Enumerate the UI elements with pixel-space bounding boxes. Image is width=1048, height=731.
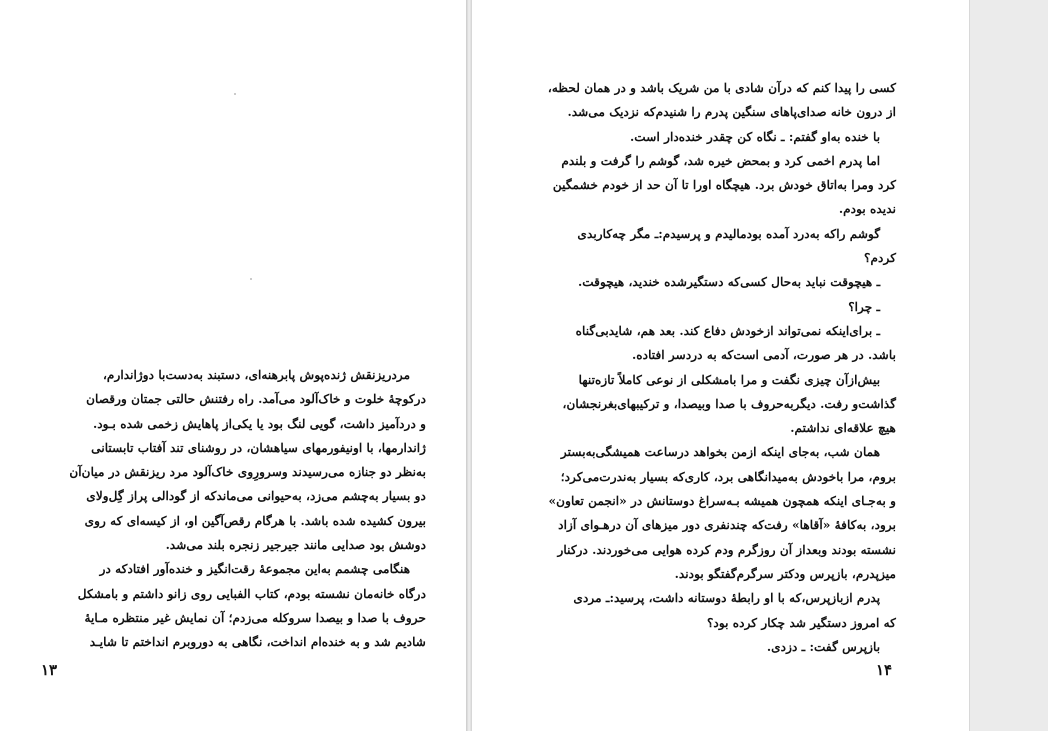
text-line: ندیده بودم.	[838, 202, 896, 217]
text-line: کرد ومرا به‌اتاق خودش برد. هیچگاه اورا تا آن حد از خودم خشمگین	[552, 178, 896, 193]
text-line: ـ چرا؟	[848, 299, 881, 314]
text-line: دو بسیار به‌چشم می‌زد، به‌حیوانی می‌ماندکه از گودالی پراز گِل‌ولای	[86, 489, 426, 504]
page-14-text	[532, 76, 896, 659]
text-line: درگاه خانه‌مان نشسته بودم، کتاب الفبایی روی زانو داشتم و بامشکل	[77, 586, 426, 601]
page-14	[472, 0, 969, 731]
text-line: پدرم ازبازپرس،که با او رابطهٔ دوستانه داشت، پرسید:ـ مردی	[573, 591, 881, 606]
viewer-background	[969, 0, 1048, 731]
text-line: دوشش بود صدایی مانند جیرجیر زنجره بلند می‌شد.	[165, 538, 426, 553]
text-line: کسی را پیدا کنم که درآن شادی با من شریک باشد و در همان لحظه،	[547, 81, 896, 95]
text-line: گوشم راکه به‌درد آمده بودمالیدم و پرسیدم:ـ مگر چه‌کاربدی	[577, 226, 881, 241]
text-line: باشد. در هر صورت، آدمی است‌که به دردسر افتاده.	[632, 348, 896, 363]
text-line: ـ هیچوقت نباید به‌حال کسی‌که دستگیرشده خندید، هیچوقت.	[577, 275, 881, 290]
text-line: بازپرس گفت: ـ دزدی.	[766, 639, 881, 654]
text-line: به‌نظر دو جنازه می‌رسیدند وسرورِوی خاک‌آلود مرد ریزنقش در میان‌آن	[69, 465, 426, 480]
text-line: همان شب، به‌جای اینکه ازمن بخواهد درساعت همیشگی‌به‌بستر	[560, 445, 881, 460]
page-number: ۱۴	[876, 661, 893, 679]
text-line: و دردآمیز داشت، گویی لنگ بود یا یکی‌از پاهایش زخمی شده بـود.	[93, 416, 426, 431]
text-line: بروم، مرا باخودش به‌میدانگاهی برد، کاری‌که بسیار به‌ندرت‌می‌کرد؛	[560, 469, 896, 484]
text-line: هیچ علاقه‌ای نداشتم.	[790, 421, 896, 436]
text-line: اما پدرم اخمی کرد و بمحض خیره شد، گوشم را گرفت و بلندم	[561, 153, 881, 168]
text-line: ژاندارمها، با اونیفورمهای سیاهشان، در روشنای تند آفتاب تابستانی	[91, 440, 426, 455]
text-line: که امروز دستگیر شد چکار کرده بود؟	[706, 615, 896, 630]
page-13	[0, 0, 466, 731]
text-line: برود، به‌کافهٔ «آقاها» رفت‌که چندنفری دور میزهای آن درهـوای آزاد	[558, 518, 896, 533]
text-line: بیرون کشیده شده باشد. با هرگام رقص‌آگین او، از کیسه‌ای که روی	[84, 513, 426, 528]
text-line: شادیم شد و به خنده‌ام انداخت، نگاهی به دوروبرم انداختم تا شایـد	[89, 635, 426, 650]
text-line: ـ برای‌اینکه نمی‌تواند ازخودش دفاع کند. بعد هم، شایدبی‌گناه	[575, 323, 881, 338]
text-line: بیش‌ازآن چیزی نگفت و مرا بامشکلی از نوعی کاملاً تازه‌تنها	[578, 372, 881, 387]
text-line: از درون خانه صدای‌پاهای سنگین پدرم را شنیدم‌که نزدیک می‌شد.	[567, 105, 896, 120]
text-line: حروف با صدا و بیصدا سروکله می‌زدم؛ آن نمایش غیر منتظره مـایهٔ	[84, 610, 426, 625]
text-line: مردریزنقش ژنده‌پوش پابرهنه‌ای، دستبند به‌دست‌با دوژاندارم،	[102, 368, 411, 382]
text-line: هنگامی چشمم به‌این مجموعهٔ رقت‌انگیز و خنده‌آور افتادکه در	[99, 562, 411, 577]
scan-speck	[250, 278, 252, 280]
text-line: با خنده به‌او گفتم: ـ نگاه کن چقدر خنده‌دار است.	[630, 129, 881, 144]
text-line: کردم؟	[864, 251, 896, 266]
text-line: گذاشت‌و رفت. دیگربه‌حروف با صدا وبیصدا، و ترکیبهای‌بغرنجشان،	[562, 396, 896, 411]
text-line: نشسته بودند وبعداز آن روزگرم ودم کرده هوایی می‌خوردند. درکنار	[557, 542, 896, 557]
scan-speck	[234, 93, 236, 95]
text-line: و به‌جـای اینکه همچون همیشه بـه‌سراغ دوستانش در «انجمن تعاون»	[548, 494, 896, 509]
page-number: ۱۳	[41, 661, 58, 679]
page-13-text	[42, 363, 426, 655]
text-line: درکوچهٔ خلوت و خاک‌آلود می‌آمد. راه رفتنش حالتی جمتان ورقصان	[86, 392, 426, 407]
text-line: میزپدرم، بازپرس ودکتر سرگرم‌گفتگو بودند.	[674, 566, 896, 581]
